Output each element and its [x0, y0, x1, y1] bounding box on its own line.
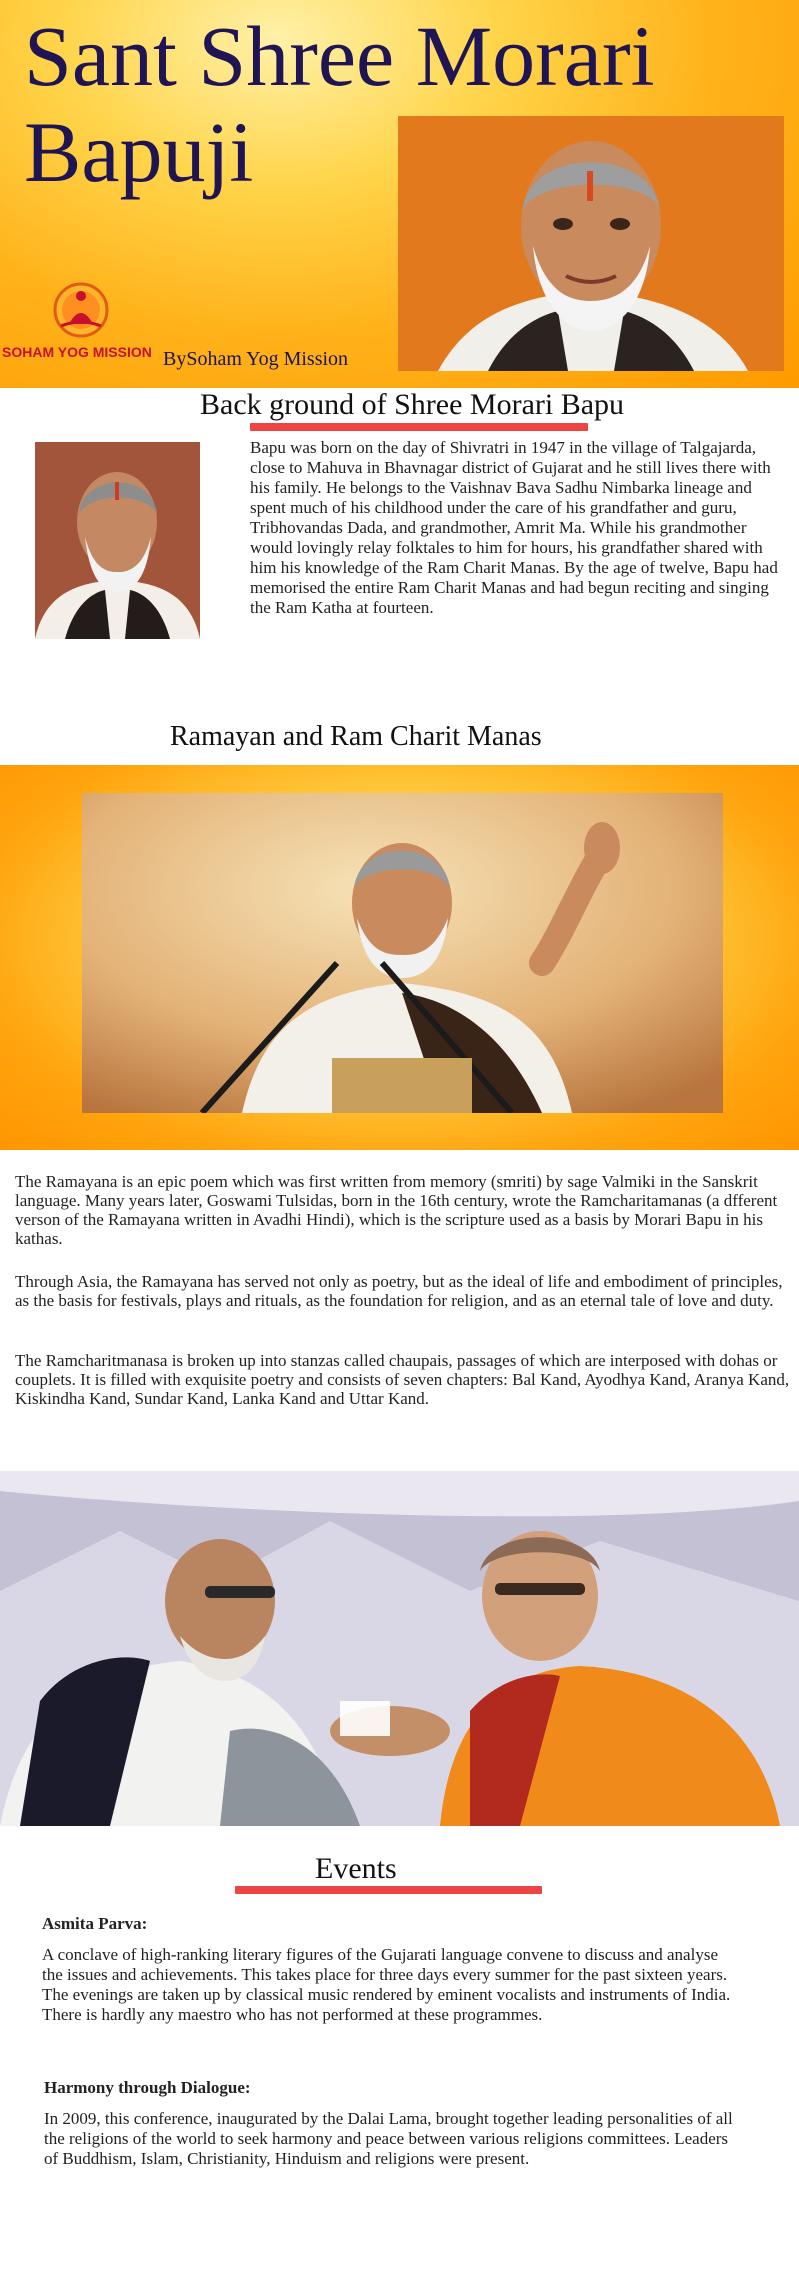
bio-portrait-image: [35, 442, 200, 639]
logo-wordmark: SOHAM YOG MISSION: [2, 344, 152, 360]
background-heading: Back ground of Shree Morari Bapu: [200, 388, 625, 421]
dalai-lama-meeting-image: [0, 1471, 799, 1826]
meeting-illustration: [0, 1471, 799, 1826]
heading-underline: [235, 1886, 542, 1894]
ramayan-paragraph: The Ramayana is an epic poem which was first written from memory (smriti) by sage Valmiki in the Sanskrit language. Many years later, Goswami Tulsidas, born in the 16th century, wrote the Ramcharitamanas (a dfferent verson of the Ramayana written in Avadhi Hindi), which is the scripture used as a basis by Morari Bapu in his kathas.: [15, 1172, 778, 1248]
hero-portrait-image: [398, 116, 784, 371]
katha-speech-image: [82, 793, 723, 1113]
event-title: Harmony through Dialogue:: [44, 2078, 251, 2097]
event-description: A conclave of high-ranking literary figures of the Gujarati language convene to discuss and analyse the issues and achievements. This takes place for three days every summer for the past sixteen years. The evenings are taken up by classical music rendered by eminent vocalists and instruments of India. There is hardly any maestro who has not performed at these programmes.: [42, 1945, 731, 2024]
ramayan-heading: Ramayan and Ram Charit Manas: [170, 721, 542, 752]
meditation-logo-icon: [6, 280, 156, 340]
byline: BySoham Yog Mission: [163, 348, 349, 370]
biography-text: Bapu was born on the day of Shivratri in 1947 in the village of Talgajarda, close to Mahuva in Bhavnagar district of Gujarat and he still lives there with his family. He belongs to the Vaishnav Bava Sadhu Nimbarka lineage and spent much of his childhood under the care of his grandfather and guru, Tribhovandas Dada, and grandmother, Amrit Ma. While his grandmother would lovingly relay folktales to him for hours, his grandfather shared with him his knowledge of the Ram Charit Manas. By the age of twelve, Bapu had memorised the entire Ram Charit Manas and had begun reciting and singing the Ram Katha at fourteen.: [250, 438, 778, 617]
speaker-illustration: [82, 793, 723, 1113]
ramayan-paragraph: The Ramcharitmanasa is broken up into stanzas called chaupais, passages of which are interposed with dohas or couplets. It is filled with exquisite poetry and consists of seven chapters: Bal Kand, Ayodhya Kand, Aranya Kand, Kiskindha Kand, Sundar Kand, Lanka Kand and Uttar Kand.: [15, 1351, 790, 1408]
site-title: Sant Shree Morari Bapuji: [24, 8, 655, 200]
portrait-thumbnail: [35, 442, 200, 639]
heading-underline: [250, 423, 588, 431]
events-heading: Events: [315, 1852, 397, 1885]
portrait-illustration: [398, 116, 784, 371]
event-description: In 2009, this conference, inaugurated by the Dalai Lama, brought together leading personalities of all the religions of the world to seek harmony and peace between various religions committees. Leaders of Buddhism, Islam, Christianity, Hinduism and religions were present.: [44, 2109, 733, 2168]
event-title: Asmita Parva:: [42, 1914, 148, 1933]
ramayan-paragraph: Through Asia, the Ramayana has served not only as poetry, but as the ideal of life and embodiment of principles, as the basis for festivals, plays and rituals, as the foundation for religion, and as an eternal tale of love and duty.: [15, 1272, 783, 1310]
